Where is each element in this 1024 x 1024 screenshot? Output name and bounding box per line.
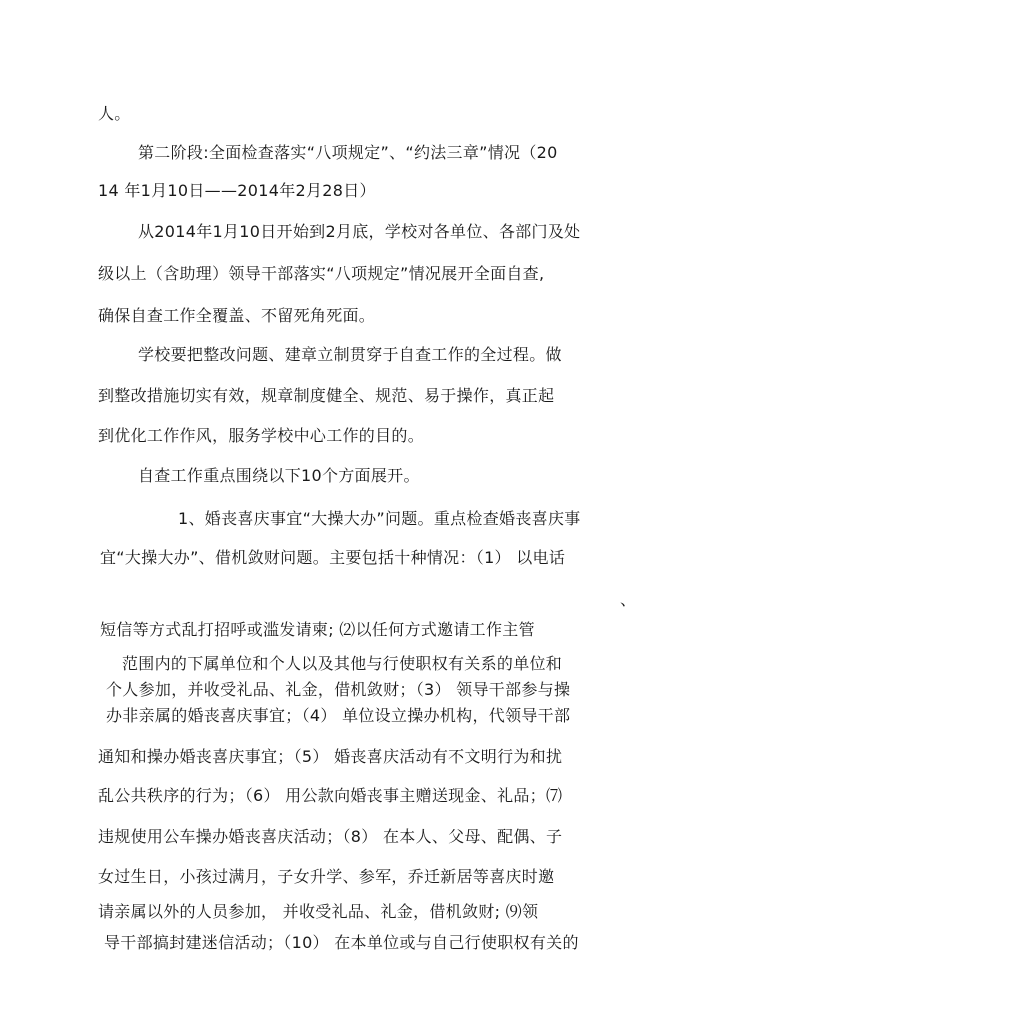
text-line-20: 违规使用公车操办婚丧喜庆活动；（8） 在本人、父母、配偶、子 [98,827,563,846]
text-line-8: 到整改措施切实有效，规章制度健全、规范、易于操作，真正起 [98,386,555,405]
text-line-16: 个人参加，并收受礼品、礼金，借机敛财；（3） 领导干部参与操 [106,680,571,699]
text-line-22: 请亲属以外的人员参加， 并收受礼品、礼金，借机敛财; ⑼领 [98,902,539,921]
text-line-13: 、 [620,590,637,609]
text-line-23: 导干部搞封建迷信活动；（10） 在本单位或与自己行使职权有关的 [104,933,579,952]
text-line-3: 14 年1月10日——2014年2月28日） [98,181,376,200]
text-line-21: 女过生日，小孩过满月，子女升学、参军，乔迁新居等喜庆时邀 [98,867,555,886]
text-line-2: 第二阶段:全面检查落实“八项规定”、“约法三章”情况（20 [138,143,558,162]
text-line-17: 办非亲属的婚丧喜庆事宜；（4） 单位设立操办机构，代领导干部 [106,706,571,725]
text-line-15: 范围内的下属单位和个人以及其他与行使职权有关系的单位和 [122,654,563,673]
text-line-10: 自查工作重点围绕以下10个方面展开。 [138,466,420,485]
text-line-12: 宜“大操大办”、借机敛财问题。主要包括十种情况：（1） 以电话 [100,548,566,567]
text-line-9: 到优化工作作风，服务学校中心工作的目的。 [98,426,425,445]
text-line-6: 确保自查工作全覆盖、不留死角死面。 [98,306,376,325]
text-line-19: 乱公共秩序的行为；（6） 用公款向婚丧事主赠送现金、礼品；⑺ [98,786,563,805]
text-line-4: 从2014年1月10日开始到2月底，学校对各单位、各部门及处 [138,222,581,241]
text-line-14: 短信等方式乱打招呼或滥发请柬; ⑵以任何方式邀请工作主管 [100,620,535,639]
text-line-7: 学校要把整改问题、建章立制贯穿于自查工作的全过程。做 [138,345,562,364]
text-line-11: 1、婚丧喜庆事宜“大操大办”问题。重点检查婚丧喜庆事 [178,509,581,528]
text-line-18: 通知和操办婚丧喜庆事宜；（5） 婚丧喜庆活动有不文明行为和扰 [98,747,563,766]
text-line-5: 级以上（含助理）领导干部落实“八项规定”情况展开全面自查, [98,264,545,283]
text-line-1: 人。 [98,104,131,123]
